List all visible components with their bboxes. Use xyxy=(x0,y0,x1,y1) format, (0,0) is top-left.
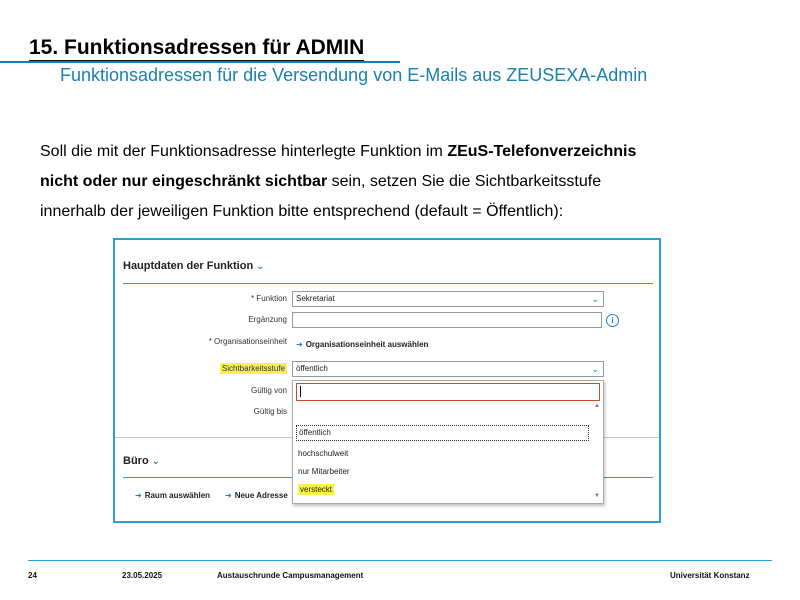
ergaenzung-label: Ergänzung xyxy=(248,315,287,324)
neue-adresse-link[interactable] xyxy=(225,491,288,500)
arrow-right-icon: ➜ xyxy=(225,491,232,500)
scroll-down-icon[interactable]: ▼ xyxy=(594,493,600,499)
text-caret xyxy=(300,386,301,397)
sicht-select[interactable] xyxy=(292,361,604,377)
slide-subtitle: Funktionsadressen für die Versendung von E-Mails aus ZEUSEXA-Admin xyxy=(60,65,648,85)
chevron-down-icon: ⌄ xyxy=(151,456,161,467)
raum-link-label: Raum auswählen xyxy=(144,491,211,500)
para-text-3: innerhalb der jeweiligen Funktion bitte entsprechend (default = Öffentlich): xyxy=(40,203,564,220)
arrow-right-icon: ➜ xyxy=(296,340,303,349)
org-link-label: Organisationseinheit auswählen xyxy=(305,340,429,349)
funktion-select[interactable] xyxy=(292,291,604,307)
dropdown-option[interactable]: hochschulweit xyxy=(298,449,349,458)
sicht-value: öffentlich xyxy=(296,364,328,373)
dropdown-option[interactable]: öffentlich xyxy=(296,425,589,441)
org-label: * Organisationseinheit xyxy=(208,337,287,346)
funktion-label: * Funktion xyxy=(250,294,287,303)
arrow-right-icon: ➜ xyxy=(135,491,142,500)
footer-event: Austauschrunde Campusmanagement xyxy=(217,571,364,580)
para-bold-2: nicht oder nur eingeschränkt sichtbar xyxy=(40,173,328,190)
para-bold-1: ZEuS-Telefonverzeichnis xyxy=(447,143,637,160)
para-text-2: sein, setzen Sie die Sichtbarkeitsstufe xyxy=(327,173,602,190)
section-buero-header[interactable] xyxy=(123,455,160,467)
chevron-down-icon: ⌄ xyxy=(256,261,265,272)
dropdown-option[interactable] xyxy=(298,485,334,494)
dropdown-search-input[interactable] xyxy=(296,383,600,401)
info-icon[interactable]: i xyxy=(606,314,619,327)
sicht-label xyxy=(157,364,287,373)
footer-date: 23.05.2025 xyxy=(122,571,163,580)
org-select-link[interactable] xyxy=(296,340,428,349)
scroll-up-icon[interactable]: ▲ xyxy=(594,403,600,409)
slide-title: 15. Funktionsadressen für ADMIN xyxy=(29,36,364,62)
section-buero-title: Büro xyxy=(123,455,149,467)
gueltig-von-label: Gültig von xyxy=(250,386,287,395)
footer-divider xyxy=(28,560,772,561)
section-divider xyxy=(123,283,653,284)
instruction-paragraph xyxy=(40,137,760,227)
footer-page-number: 24 xyxy=(28,571,37,580)
adresse-link-label: Neue Adresse xyxy=(234,491,288,500)
para-text-1: Soll die mit der Funktionsadresse hinterlegte Funktion im xyxy=(40,143,448,160)
funktion-value: Sekretariat xyxy=(296,294,335,303)
sicht-label-text: Sichtbarkeitsstufe xyxy=(221,364,285,373)
section-hauptdaten-header[interactable] xyxy=(123,260,265,272)
sicht-dropdown-list xyxy=(292,380,604,504)
dropdown-option[interactable]: nur Mitarbeiter xyxy=(298,467,350,476)
chevron-down-icon: ⌄ xyxy=(591,294,599,304)
gueltig-bis-label: Gültig bis xyxy=(253,407,287,416)
raum-select-link[interactable] xyxy=(135,491,210,500)
chevron-down-icon: ⌄ xyxy=(591,364,599,374)
dropdown-option-label: versteckt xyxy=(300,485,333,494)
form-screenshot xyxy=(113,238,661,523)
section-hauptdaten-title: Hauptdaten der Funktion xyxy=(123,260,254,272)
ergaenzung-input[interactable] xyxy=(292,312,602,328)
title-underline xyxy=(0,61,400,63)
footer-organization: Universität Konstanz xyxy=(670,571,750,580)
